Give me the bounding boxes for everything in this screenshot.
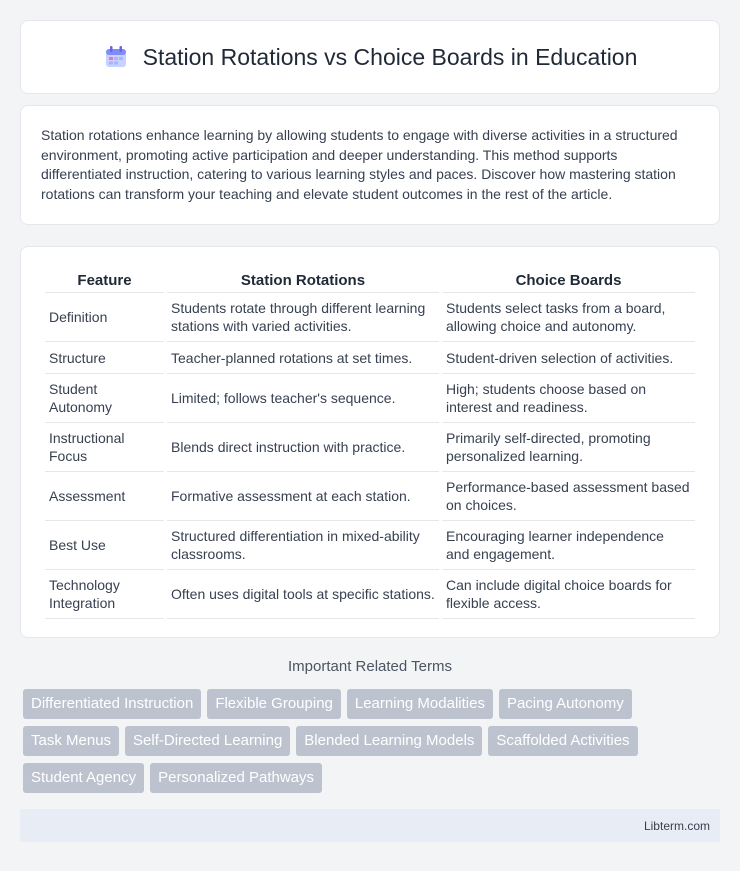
station-rotations-cell: Students rotate through different learning stations with varied activities. [167, 293, 439, 342]
station-rotations-cell: Formative assessment at each station. [167, 472, 439, 521]
header-choice-boards: Choice Boards [442, 269, 695, 293]
tag-differentiated-instruction[interactable]: Differentiated Instruction [23, 689, 201, 719]
feature-cell: Definition [45, 293, 164, 342]
choice-boards-cell: Primarily self-directed, promoting personalized learning. [442, 423, 695, 472]
related-terms-title: Important Related Terms [288, 658, 452, 675]
related-terms-section [20, 658, 720, 793]
choice-boards-cell: High; students choose based on interest and readiness. [442, 374, 695, 423]
feature-cell: Student Autonomy [45, 374, 164, 423]
choice-boards-cell: Performance-based assessment based on choices. [442, 472, 695, 521]
tag-student-agency[interactable]: Student Agency [23, 763, 144, 793]
station-rotations-cell: Limited; follows teacher's sequence. [167, 374, 439, 423]
table-row [45, 423, 695, 472]
comparison-table-card [20, 246, 720, 638]
feature-cell: Technology Integration [45, 570, 164, 619]
intro-card [20, 105, 720, 225]
calendar-icon [103, 44, 129, 70]
intro-text: Station rotations enhance learning by allowing students to engage with diverse activities in a structured environment, promoting active participation and deeper understanding. This method supports differentiated instruction, catering to various learning styles and paces. Discover how mastering station rotations can transform your teaching and elevate student outcomes in the rest of the article. [41, 127, 678, 202]
station-rotations-cell: Teacher-planned rotations at set times. [167, 342, 439, 374]
table-row [45, 293, 695, 342]
header-station-rotations: Station Rotations [167, 269, 439, 293]
related-terms-tags [20, 689, 720, 793]
choice-boards-cell: Can include digital choice boards for flexible access. [442, 570, 695, 619]
station-rotations-cell: Blends direct instruction with practice. [167, 423, 439, 472]
table-row [45, 570, 695, 619]
comparison-table [42, 269, 698, 619]
footer-site-link[interactable]: Libterm.com [643, 818, 710, 833]
feature-cell: Structure [45, 342, 164, 374]
station-rotations-cell: Structured differentiation in mixed-ability classrooms. [167, 521, 439, 570]
page-title: Station Rotations vs Choice Boards in Education [142, 43, 638, 70]
feature-cell: Instructional Focus [45, 423, 164, 472]
tag-task-menus[interactable]: Task Menus [23, 726, 119, 756]
footer [20, 809, 720, 842]
choice-boards-cell: Students select tasks from a board, allowing choice and autonomy. [442, 293, 695, 342]
tag-scaffolded-activities[interactable]: Scaffolded Activities [488, 726, 637, 756]
station-rotations-cell: Often uses digital tools at specific stations. [167, 570, 439, 619]
tag-learning-modalities[interactable]: Learning Modalities [347, 689, 493, 719]
table-row [45, 342, 695, 374]
feature-cell: Assessment [45, 472, 164, 521]
header-card [20, 20, 720, 94]
table-row [45, 374, 695, 423]
choice-boards-cell: Student-driven selection of activities. [442, 342, 695, 374]
tag-flexible-grouping[interactable]: Flexible Grouping [207, 689, 341, 719]
choice-boards-cell: Encouraging learner independence and engagement. [442, 521, 695, 570]
tag-blended-learning-models[interactable]: Blended Learning Models [296, 726, 482, 756]
tag-pacing-autonomy[interactable]: Pacing Autonomy [499, 689, 632, 719]
tag-personalized-pathways[interactable]: Personalized Pathways [150, 763, 322, 793]
table-row [45, 521, 695, 570]
table-header-row [45, 269, 695, 293]
table-row [45, 472, 695, 521]
tag-self-directed-learning[interactable]: Self-Directed Learning [125, 726, 290, 756]
feature-cell: Best Use [45, 521, 164, 570]
header-feature: Feature [45, 269, 164, 293]
